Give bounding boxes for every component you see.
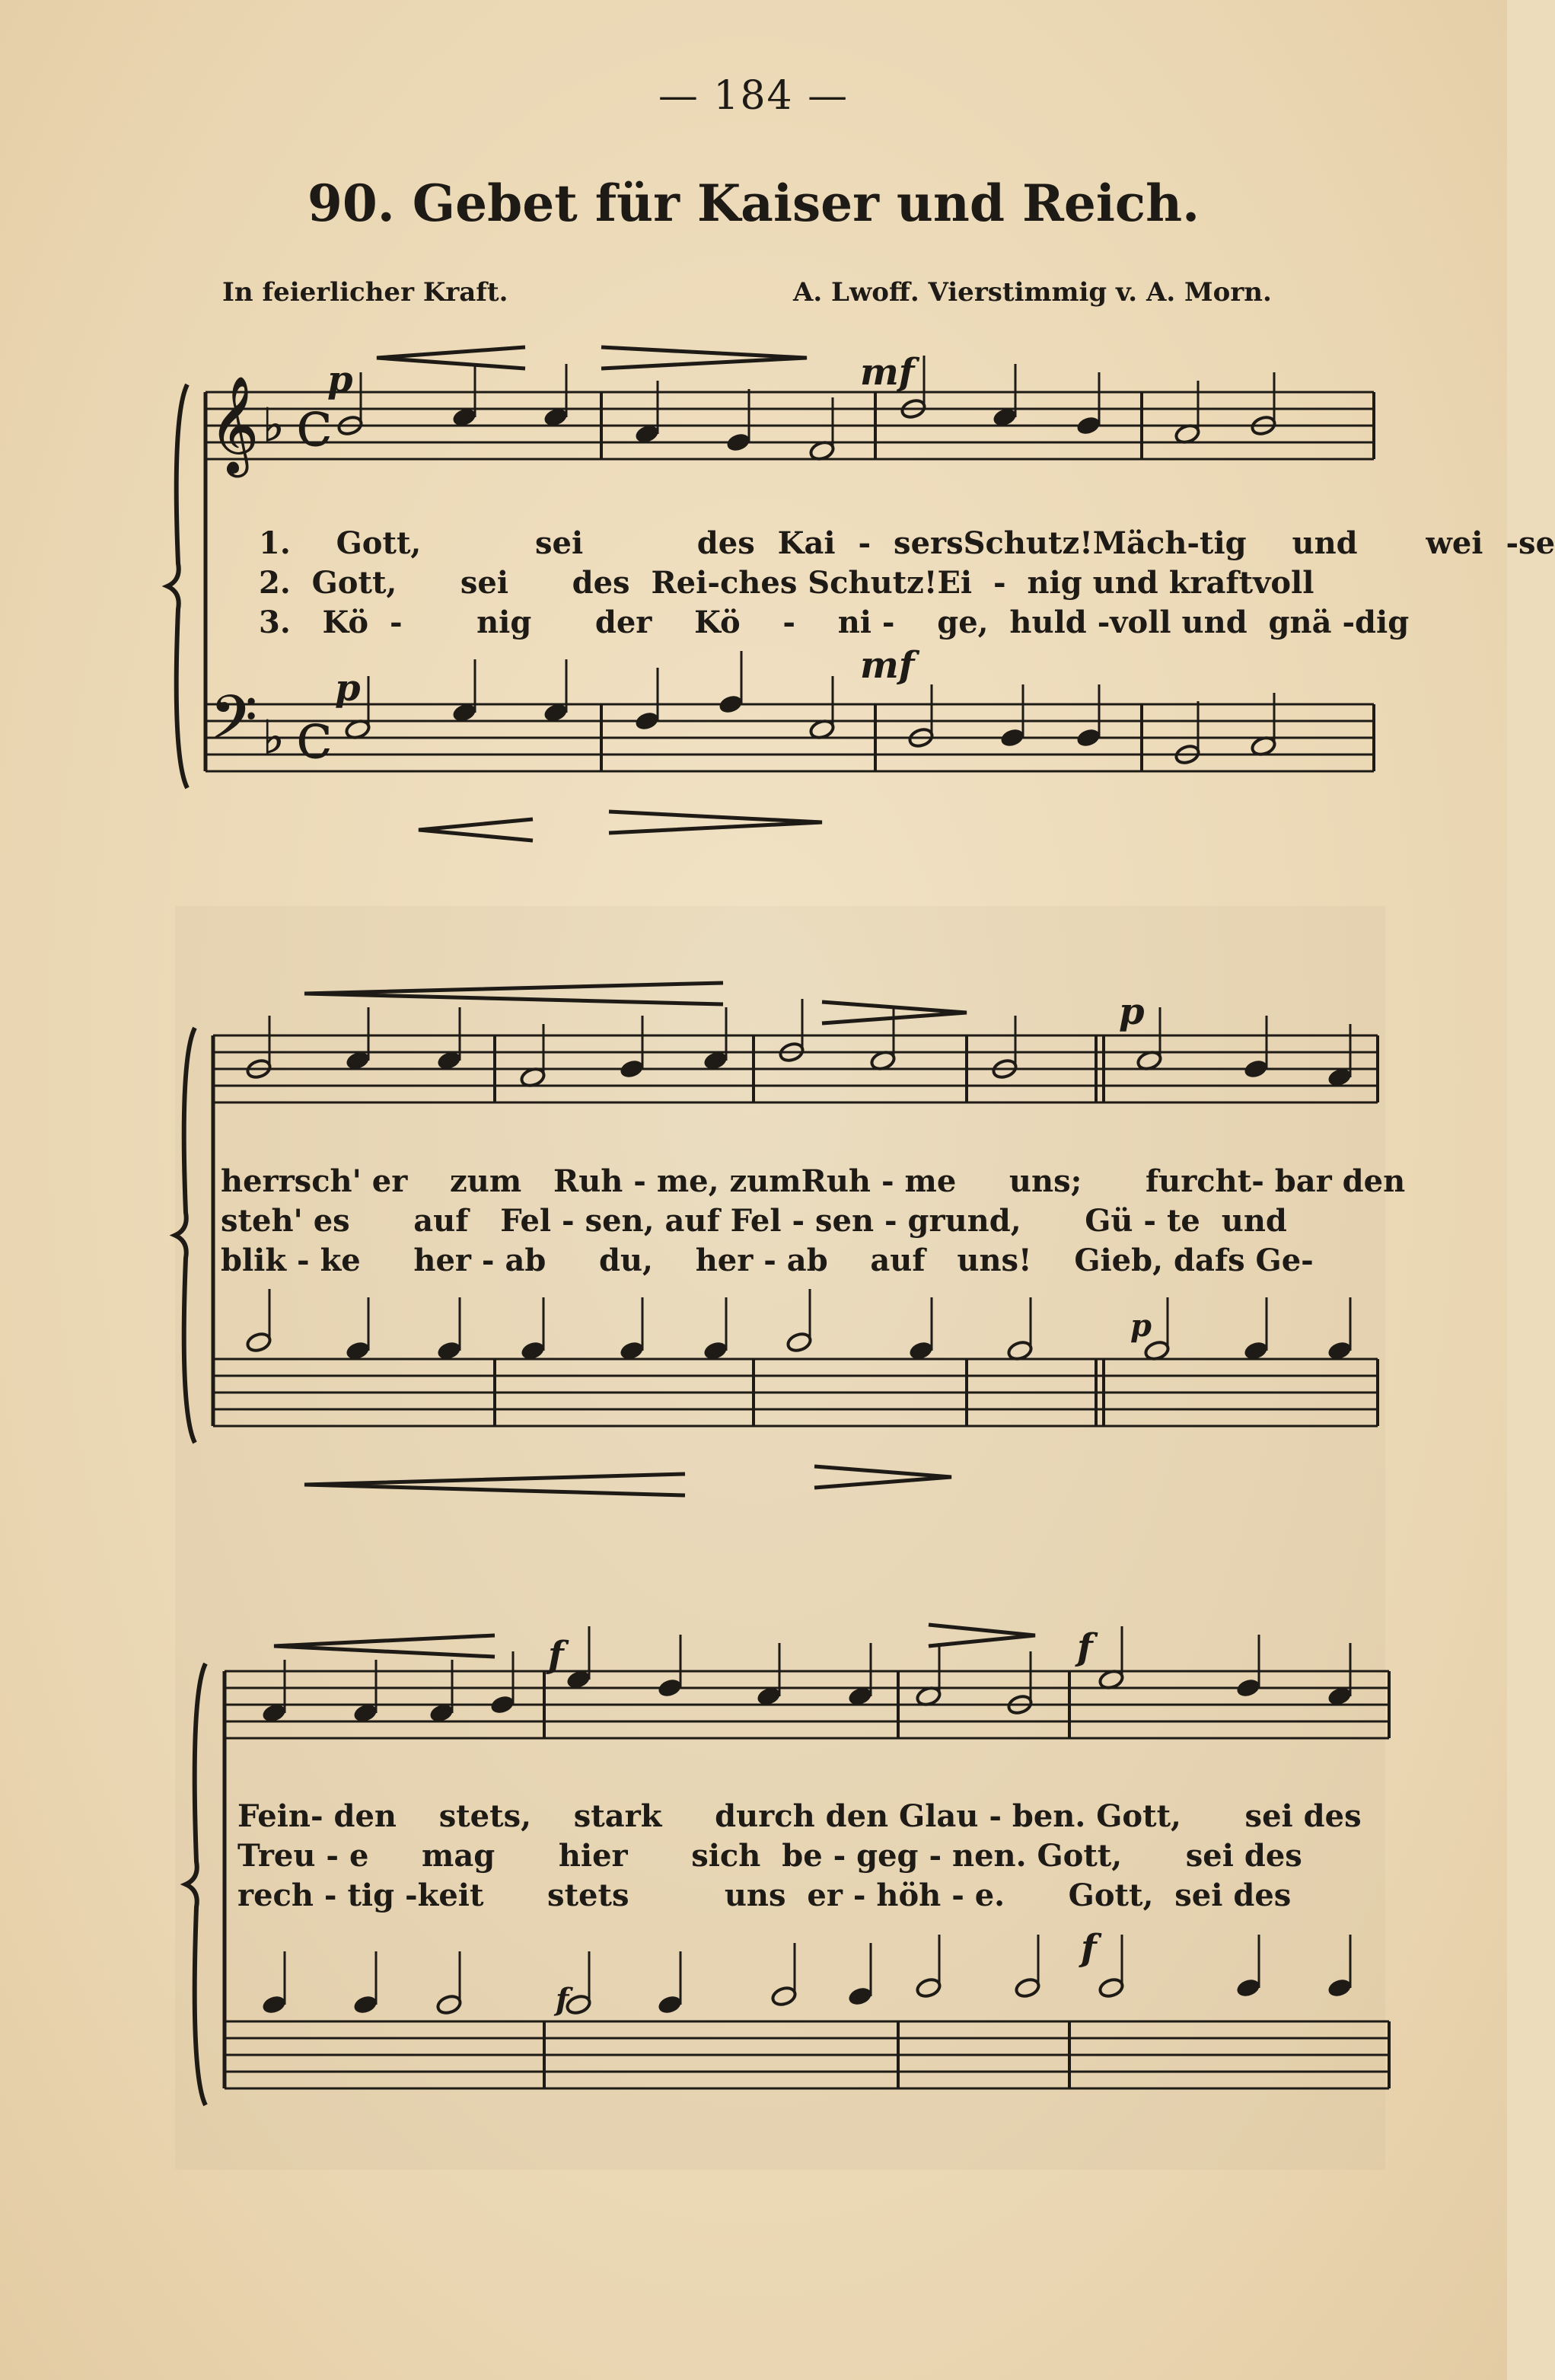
system-brace bbox=[186, 1664, 206, 2105]
crescendo-hairpin bbox=[377, 347, 525, 368]
half-note bbox=[1014, 1976, 1040, 1999]
time-signature: C bbox=[297, 404, 332, 457]
bass-clef: 𝄢 bbox=[210, 682, 257, 767]
quarter-note bbox=[1326, 1976, 1353, 1999]
quarter-note bbox=[1075, 414, 1101, 436]
quarter-note bbox=[846, 1985, 873, 2007]
dynamic-marking: p bbox=[1119, 991, 1145, 1033]
crescendo-hairpin bbox=[274, 1635, 495, 1657]
dynamic-marking: f bbox=[1081, 1927, 1097, 1970]
lyric-line-3-1: Fein- den stets, stark durch den Glau - ben. Gott, sei des bbox=[237, 1798, 1362, 1834]
crescendo-hairpin bbox=[304, 1474, 685, 1495]
bass-staff-3 bbox=[225, 2021, 1389, 2088]
quarter-note bbox=[352, 1993, 378, 2015]
quarter-note bbox=[725, 431, 751, 453]
half-note bbox=[565, 1993, 591, 2015]
decrescendo-hairpin bbox=[929, 1625, 1035, 1646]
dynamic-marking: p bbox=[335, 667, 361, 710]
dynamic-marking: mf bbox=[860, 644, 915, 687]
quarter-note bbox=[1242, 1058, 1269, 1080]
lyric-line-2-2: steh' es auf Fel - sen, auf Fel - sen - grund, Gü - te und bbox=[221, 1203, 1287, 1239]
bass-staff-2 bbox=[213, 1359, 1378, 1426]
lyric-line-1-2: 2. Gott, sei des Rei-ches Schutz!Ei - nig und kraftvoll bbox=[259, 565, 1314, 601]
quarter-note bbox=[260, 1993, 287, 2015]
treble-clef: 𝄞 bbox=[209, 375, 260, 473]
quarter-note bbox=[999, 726, 1025, 748]
dynamic-marking: f bbox=[1077, 1626, 1093, 1669]
quarter-note bbox=[717, 693, 744, 715]
lyric-line-2-1: herrsch' er zum Ruh - me, zumRuh - me uns; furcht- bar den bbox=[221, 1163, 1406, 1199]
flat-sign: ♭ bbox=[263, 399, 285, 452]
lyric-line-3-3: rech - tig -keit stets uns er - höh - e. Gott, sei des bbox=[237, 1878, 1292, 1913]
half-note bbox=[915, 1976, 942, 1999]
quarter-note bbox=[1235, 1976, 1261, 1999]
system-brace bbox=[167, 384, 187, 788]
dynamic-marking: f bbox=[548, 1634, 564, 1677]
composer-credits: A. Lwoff. Vierstimmig v. A. Morn. bbox=[793, 277, 1272, 308]
decrescendo-hairpin bbox=[609, 812, 822, 833]
lyric-line-1-1: 1. Gott, sei des Kai - sersSchutz!Mäch-tig und wei -se bbox=[259, 525, 1555, 561]
lyric-line-3-2: Treu - e mag hier sich be - geg - nen. Gott, sei des bbox=[237, 1838, 1302, 1874]
quarter-note bbox=[633, 710, 660, 732]
half-note bbox=[435, 1993, 462, 2015]
system-brace bbox=[175, 1028, 195, 1443]
page-number: — 184 — bbox=[658, 73, 849, 119]
lyric-line-1-3: 3. Kö - nig der Kö - ni - ge, huld -voll und gnä -dig bbox=[259, 605, 1410, 640]
dynamic-marking: p bbox=[1130, 1308, 1152, 1344]
half-note bbox=[245, 1331, 272, 1353]
flat-sign: ♭ bbox=[263, 711, 285, 764]
crescendo-hairpin bbox=[304, 983, 723, 1004]
dynamic-marking: p bbox=[327, 359, 353, 401]
dynamic-marking: mf bbox=[860, 351, 915, 394]
half-note bbox=[785, 1331, 812, 1353]
quarter-note bbox=[618, 1058, 645, 1080]
time-signature: C bbox=[297, 716, 332, 769]
hymn-number: 90. bbox=[307, 174, 395, 233]
quarter-note bbox=[489, 1693, 515, 1715]
half-note bbox=[770, 1985, 797, 2007]
lyric-line-2-3: blik - ke her - ab du, her - ab auf uns! Gieb, dafs Ge- bbox=[221, 1243, 1314, 1278]
crescendo-hairpin bbox=[419, 819, 533, 841]
quarter-note bbox=[1235, 1677, 1261, 1699]
quarter-note bbox=[656, 1677, 683, 1699]
decrescendo-hairpin bbox=[814, 1466, 951, 1488]
half-note bbox=[1098, 1976, 1124, 1999]
hymn-title-text: Gebet für Kaiser und Reich. bbox=[412, 174, 1200, 233]
tempo-marking: In feierlicher Kraft. bbox=[222, 277, 508, 308]
quarter-note bbox=[656, 1993, 683, 2015]
dynamic-marking: f bbox=[556, 1982, 569, 2018]
treble-staff-3 bbox=[225, 1671, 1389, 1738]
quarter-note bbox=[1075, 726, 1101, 748]
decrescendo-hairpin bbox=[601, 347, 807, 368]
